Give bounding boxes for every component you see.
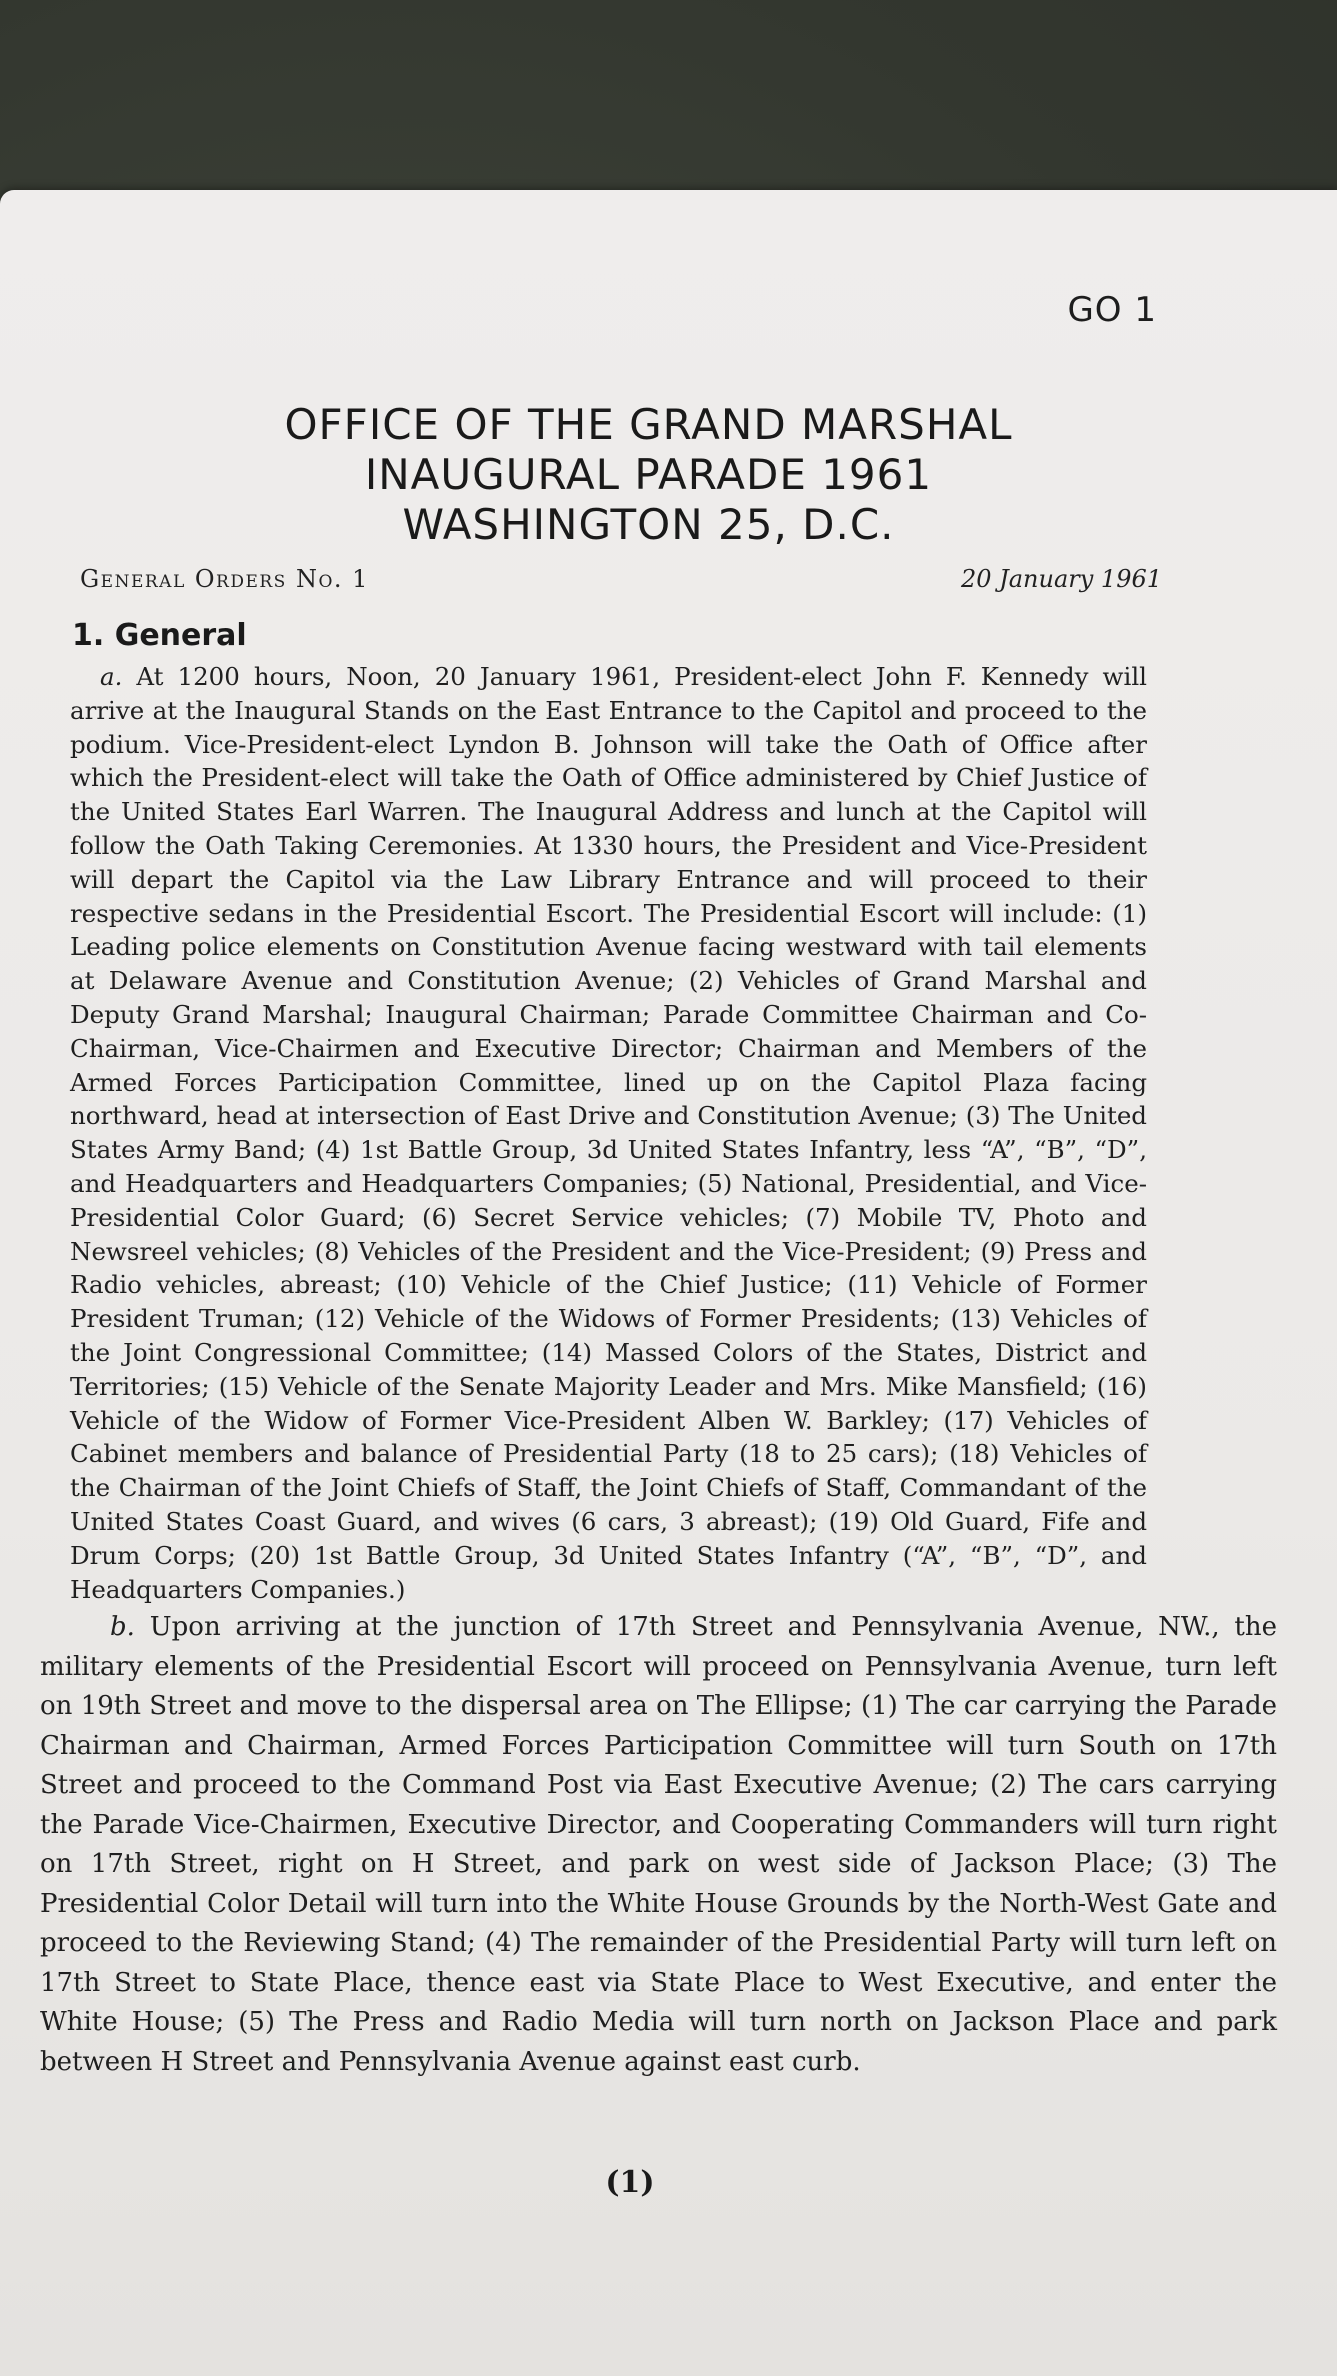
paragraph-a-mark: a. (100, 662, 123, 691)
orders-line (80, 565, 1162, 593)
page-number: (1) (605, 2165, 655, 2200)
document-body (40, 660, 1277, 2082)
paragraph-a-text: At 1200 hours, Noon, 20 January 1961, President-elect John F. Kennedy will arrive at the Inaugural Stands on the East Entrance to the Capitol and proceed to the podium. Vice-President-elect Lyndon B. Johnson will take the Oath of Office after which the President-elect will take the Oath of Office administered by Chief Justice of the United States Earl Warren. The Inaugural Address and lunch at the Capitol will follow the Oath Taking Ceremonies. At 1330 hours, the President and Vice-President will depart the Capitol via the Law Library Entrance and will proceed to their respective sedans in the Presidential Escort. The Presidential Escort will include: (1) Leading police elements on Constitution Avenue facing westward with tail elements at Delaware Avenue and Constitution Avenue; (2) Vehicles of Grand Marshal and Deputy Grand Marshal; Inaugural Chairman; Parade Committee Chairman and Co-Chairman, Vice-Chairmen and Executive Director; Chairman and Members of the Armed Forces Participation Committee, lined up on the Capitol Plaza facing northward, head at intersection of East Drive and Constitution Avenue; (3) The United States Army Band; (4) 1st Battle Group, 3d United States Infantry, less “A”, “B”, “D”, and Headquarters and Headquarters Companies; (5) National, Presidential, and Vice-Presidential Color Guard; (6) Secret Service vehicles; (7) Mobile TV, Photo and Newsreel vehicles; (8) Vehicles of the President and the Vice-President; (9) Press and Radio vehicles, abreast; (10) Vehicle of the Chief Justice; (11) Vehicle of Former President Truman; (12) Vehicle of the Widows of Former Presidents; (13) Vehicles of the Joint Congressional Committee; (14) Massed Colors of the States, District and Territories; (15) Vehicle of the Senate Majority Leader and Mrs. Mike Mansfield; (16) Vehicle of the Widow of Former Vice-President Alben W. Barkley; (17) Vehicles of Cabinet members and balance of Presidential Party (18 to 25 cars); (18) Vehicles of the Chairman of the Joint Chiefs of Staff, the Joint Chiefs of Staff, Commandant of the United States Coast Guard, and wives (6 cars, 3 abreast); (19) Old Guard, Fife and Drum Corps; (20) 1st Battle Group, 3d United States Infantry (“A”, “B”, “D”, and Headquarters Companies.) (70, 662, 1147, 1604)
orders-label: General Orders No. 1 (80, 565, 369, 593)
orders-date: 20 January 1961 (960, 565, 1162, 593)
section-title: 1. General (72, 618, 247, 653)
heading-line-3: WASHINGTON 25, D.C. (402, 500, 895, 549)
document-heading (0, 400, 1337, 550)
paragraph-b (40, 1608, 1277, 2082)
paragraph-b-text: Upon arriving at the junction of 17th Street and Pennsylvania Avenue, NW., the military elements of the Presidential Escort will proceed on Pennsylvania Avenue, turn left on 19th Street and move to the dispersal area on The Ellipse; (1) The car carrying the Parade Chairman and Chairman, Armed Forces Participation Committee will turn South on 17th Street and proceed to the Command Post via East Executive Avenue; (2) The cars carrying the Parade Vice-Chairmen, Executive Director, and Cooperating Commanders will turn right on 17th Street, right on H Street, and park on west side of Jackson Place; (3) The Presidential Color Detail will turn into the White House Grounds by the North-West Gate and proceed to the Reviewing Stand; (4) The remainder of the Presidential Party will turn left on 17th Street to State Place, thence east via State Place to West Executive, and enter the White House; (5) The Press and Radio Media will turn north on Jackson Place and park between H Street and Pennsylvania Avenue against east curb. (40, 1612, 1278, 2077)
heading-line-1: OFFICE OF THE GRAND MARSHAL (284, 400, 1013, 449)
general-order-number: GO 1 (1067, 290, 1157, 330)
document-page (0, 190, 1337, 2376)
paragraph-b-mark: b. (110, 1612, 135, 1643)
paragraph-a (70, 660, 1147, 1606)
heading-line-2: INAUGURAL PARADE 1961 (364, 450, 933, 499)
